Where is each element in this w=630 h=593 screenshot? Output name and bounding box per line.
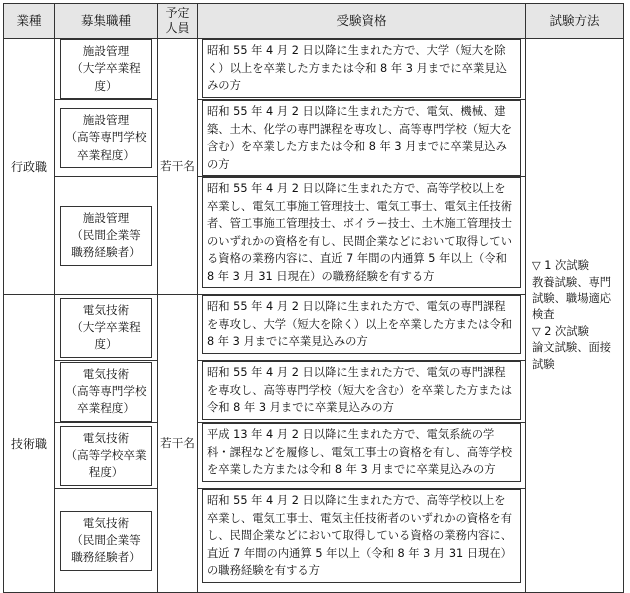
qualification-text: 昭和 55 年 4 月 2 日以降に生まれた方で、高等学校以上を卒業し、電気工事士、電気主任技術者のいずれかの資格を有し、民間企業などにおいて取得している資格の業務内容に、直近 7 年間の内通算 5 年以上（令和 8 年 3 月 31 日現在）の職務経験を有する方	[202, 489, 521, 583]
category-administrative: 行政職	[4, 39, 55, 295]
exam-method-cell	[526, 39, 624, 593]
headcount-administrative: 若干名	[158, 39, 198, 295]
position-cell	[55, 100, 158, 177]
position-name: 電気技術 （高等専門学校 卒業程度）	[60, 362, 152, 422]
qualification-text: 昭和 55 年 4 月 2 日以降に生まれた方で、電気、機械、建築、土木、化学の専門課程を専攻し、高等専門学校（短大を含む）を卒業した方または令和 8 年 3 月までに卒業見込みの方	[202, 100, 521, 176]
header-category: 業種	[4, 4, 55, 39]
position-cell	[55, 177, 158, 295]
position-name: 施設管理 （民間企業等 職務経験者）	[60, 206, 152, 266]
position-cell	[55, 423, 158, 489]
header-count: 予定 人員	[158, 4, 198, 39]
qualification-cell	[198, 177, 526, 295]
first-stage-label: ▽ 1 次試験	[532, 259, 589, 273]
second-stage-items: 論文試験、面接試験	[532, 341, 612, 371]
position-cell	[55, 489, 158, 593]
table-row	[4, 39, 624, 100]
qualification-cell	[198, 423, 526, 489]
header-row	[4, 4, 624, 39]
header-qualification: 受験資格	[198, 4, 526, 39]
second-stage-label: ▽ 2 次試験	[532, 324, 589, 338]
qualification-cell	[198, 295, 526, 361]
position-cell	[55, 295, 158, 361]
recruitment-table	[3, 3, 624, 593]
category-technical: 技術職	[4, 295, 55, 593]
position-name: 施設管理 （高等専門学校 卒業程度）	[60, 108, 152, 168]
header-position: 募集職種	[55, 4, 158, 39]
recruitment-table-container	[3, 3, 623, 586]
qualification-text: 昭和 55 年 4 月 2 日以降に生まれた方で、電気の専門課程を専攻し、大学（短大を除く）以上を卒業した方または令和 8 年 3 月までに卒業見込みの方	[202, 295, 521, 354]
position-name: 施設管理 （大学卒業程度）	[60, 39, 152, 99]
headcount-technical: 若干名	[158, 295, 198, 593]
qualification-cell	[198, 489, 526, 593]
position-cell	[55, 39, 158, 100]
header-method: 試験方法	[526, 4, 624, 39]
qualification-cell	[198, 39, 526, 100]
qualification-text: 平成 13 年 4 月 2 日以降に生まれた方で、電気系統の学科・課程などを履修し、電気工事士の資格を有し、高等学校を卒業した方または令和 8 年 3 月までに卒業見込みの方	[202, 423, 521, 482]
qualification-cell	[198, 100, 526, 177]
qualification-cell	[198, 361, 526, 423]
qualification-text: 昭和 55 年 4 月 2 日以降に生まれた方で、高等学校以上を卒業し、電気工事施工管理技士、電気工事士、電気主任技術者、管工事施工管理技士、ボイラー技士、土木施工管理技士のいずれかの資格を有し、民間企業などにおいて取得している資格の業務内容に、直近 7 年間の内通算 5 年以上（令和 8 年 3 月 31 日現在）の職務経験を有する方	[202, 177, 521, 288]
position-name: 電気技術 （大学卒業程度）	[60, 298, 152, 358]
first-stage-items: 教養試験、専門試験、職場適応検査	[532, 275, 612, 322]
position-name: 電気技術 （高等学校卒業 程度）	[60, 426, 152, 486]
position-cell	[55, 361, 158, 423]
position-name: 電気技術 （民間企業等 職務経験者）	[60, 511, 152, 571]
qualification-text: 昭和 55 年 4 月 2 日以降に生まれた方で、電気の専門課程を専攻し、高等専門学校（短大を含む）を卒業した方または令和 8 年 3 月までに卒業見込みの方	[202, 361, 521, 420]
qualification-text: 昭和 55 年 4 月 2 日以降に生まれた方で、大学（短大を除く）以上を卒業した方または令和 8 年 3 月までに卒業見込みの方	[202, 39, 521, 98]
